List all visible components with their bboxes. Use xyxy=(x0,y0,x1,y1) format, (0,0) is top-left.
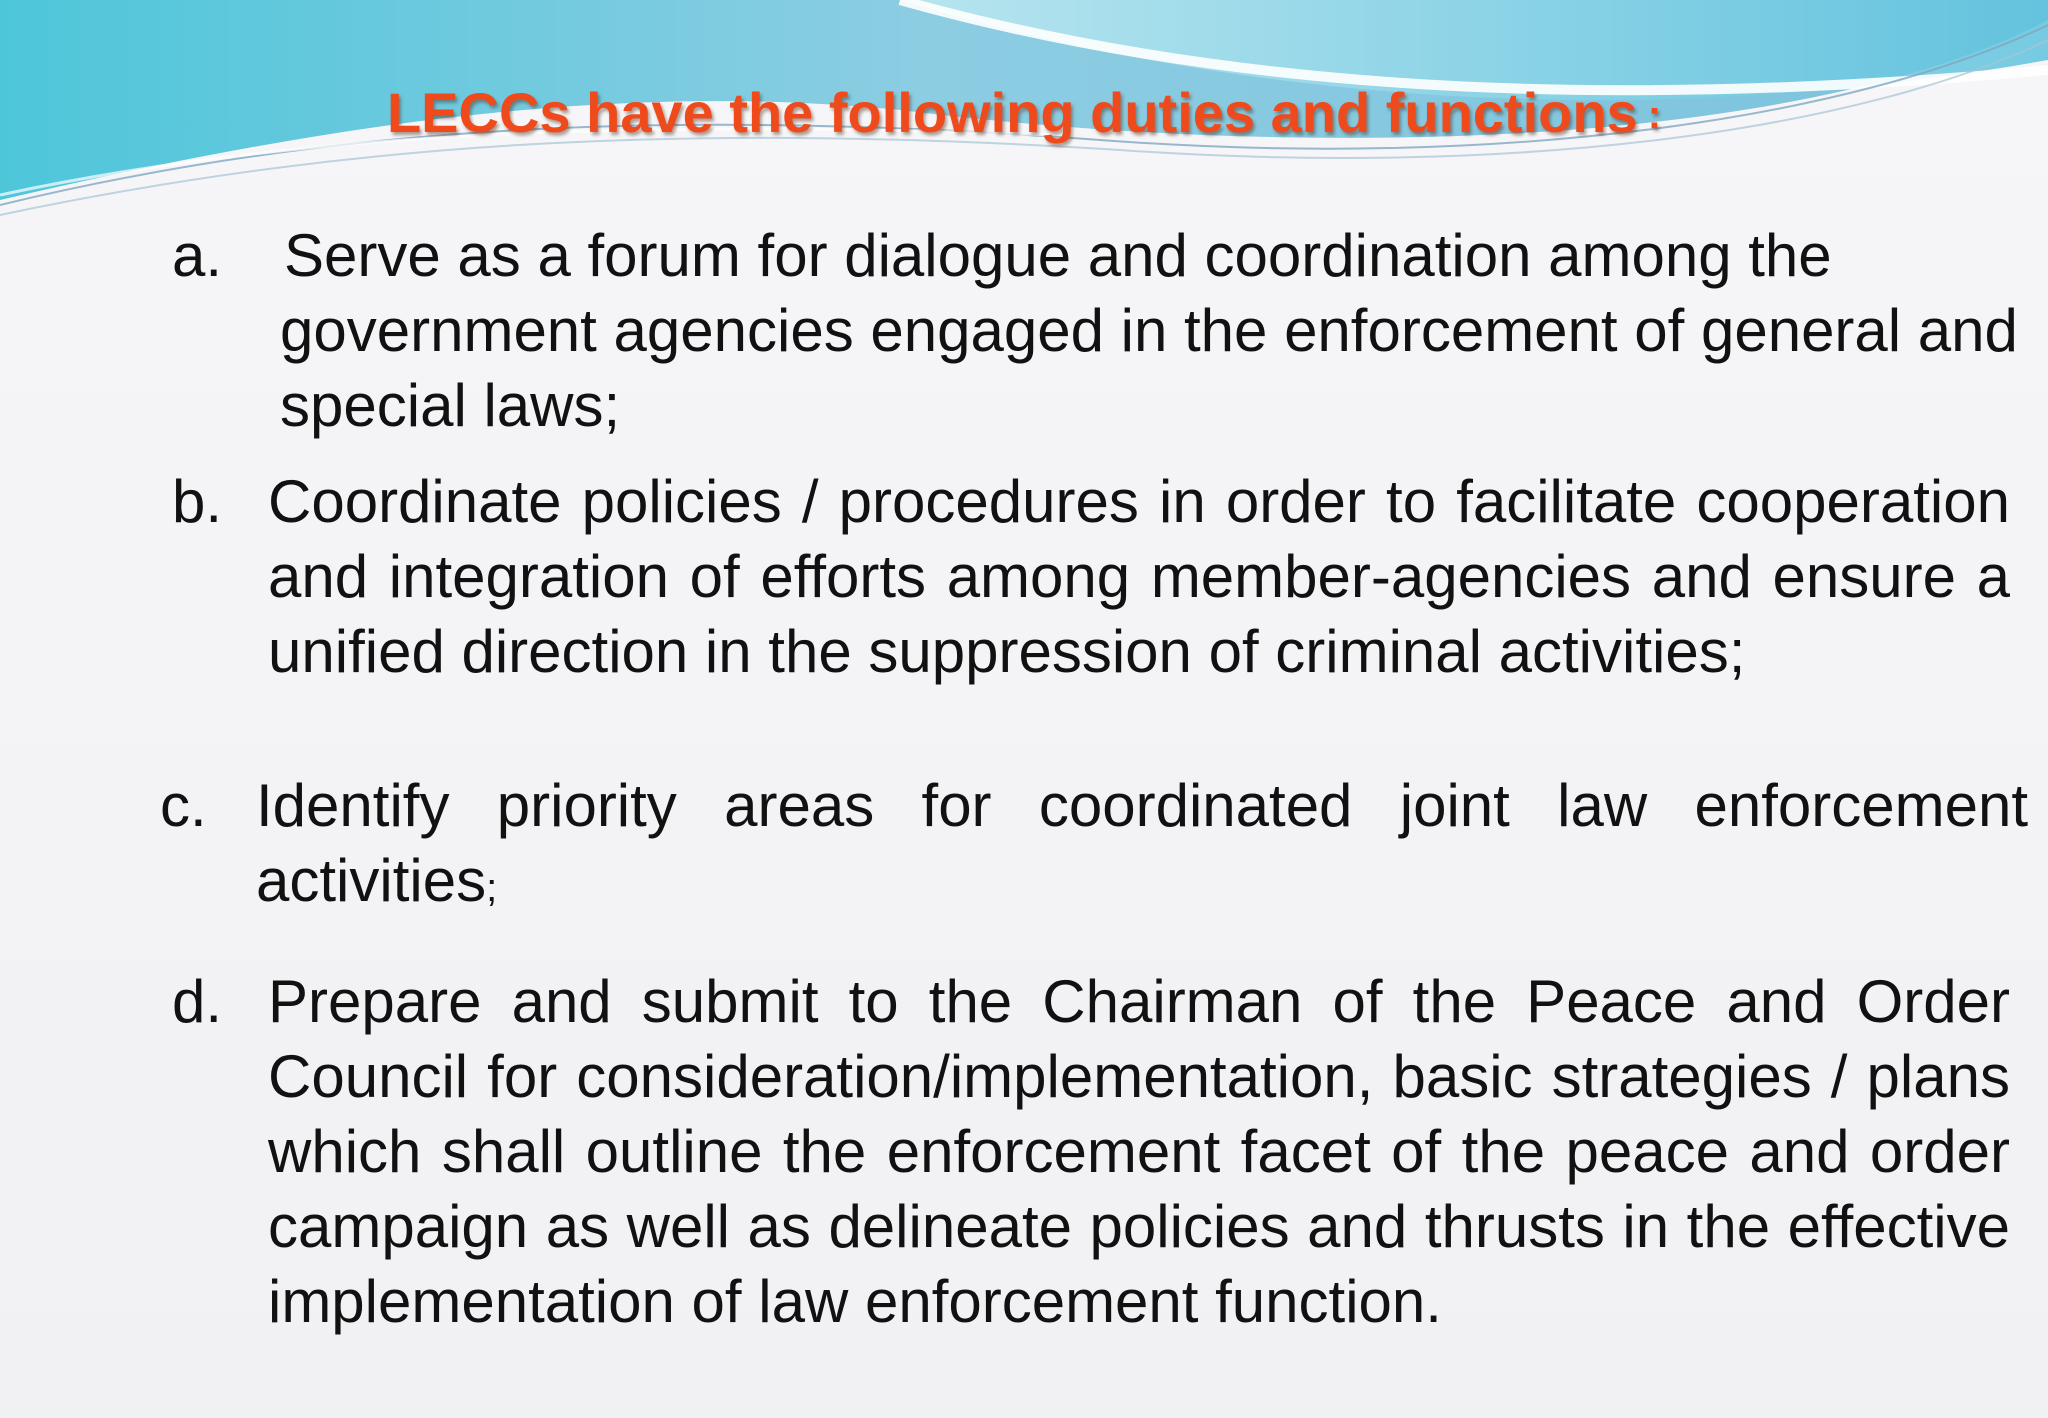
title-text: LECCs have the following duties and functions xyxy=(386,81,1638,144)
list-text-c-body: Identify priority areas for coordinated joint law enforcement activities xyxy=(256,772,2028,914)
list-marker-c: c. xyxy=(160,772,207,839)
list-item-c xyxy=(0,768,2048,928)
list-text-b: Coordinate policies / procedures in order to facilitate cooperation and integration of efforts among member-agencies and ensure a unified direction in the suppression of criminal activities; xyxy=(268,468,2010,685)
list-marker-d: d. xyxy=(172,968,223,1035)
list-item-a xyxy=(0,218,2048,448)
list-item-d xyxy=(0,964,2048,1364)
list-text-d: Prepare and submit to the Chairman of the Peace and Order Council for consideration/implementation, basic strategies / plans which shall outline the enforcement facet of the peace and order campaign as well as delineate policies and thrusts in the effective implementation of law enforcement function. xyxy=(268,968,2010,1335)
list-marker-a: a. xyxy=(172,222,223,289)
list-text-c-suffix: ; xyxy=(486,866,498,910)
list-text-a: Serve as a forum for dialogue and coordination among the government agencies engaged in the enforcement of general and special laws; xyxy=(280,222,2018,439)
list-item-b xyxy=(0,464,2048,764)
list-marker-b: b. xyxy=(172,468,223,535)
list-text-c xyxy=(256,768,2028,926)
slide-title xyxy=(0,80,2048,145)
title-colon: : xyxy=(1647,93,1662,137)
